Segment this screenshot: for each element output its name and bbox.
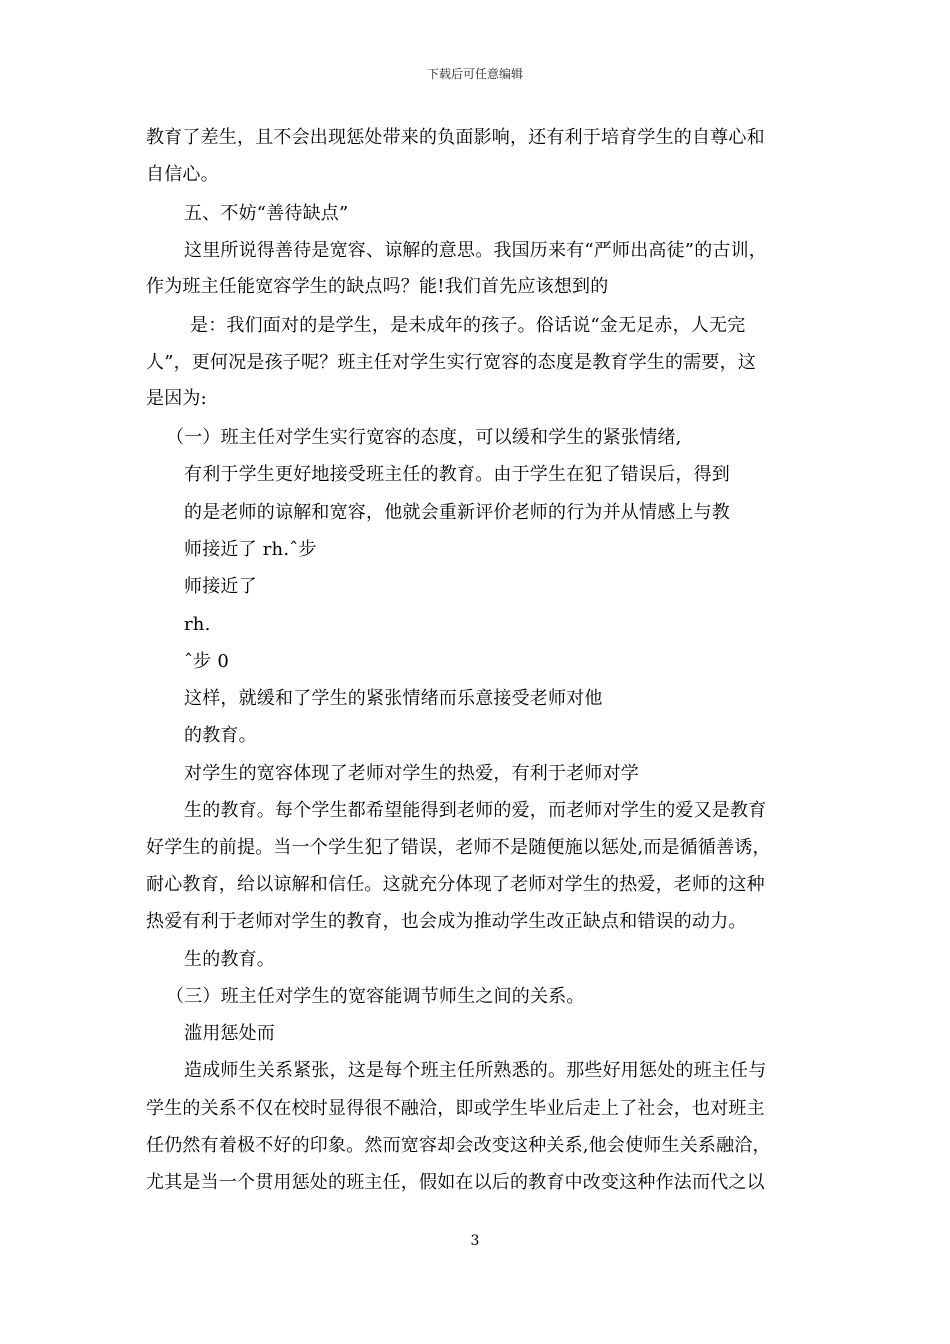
page-header: 下载后可任意编辑	[426, 67, 523, 81]
text-line: 的教育。	[184, 725, 257, 746]
text-line: 好学生的前提。当一个学生犯了错误，老师不是随便施以惩处,而是循循善诱，	[146, 837, 771, 858]
text-line: 造成师生关系紧张，这是每个班主任所熟悉的。那些好用惩处的班主任与	[184, 1060, 767, 1081]
text-line: 师接近了	[184, 576, 257, 597]
text-line: 热爱有利于老师对学生的教育，也会成为推动学生改正缺点和错误的动力。	[146, 911, 747, 932]
text-line: ˆ步 0	[184, 651, 229, 672]
text-line: 的是老师的谅解和宽容，他就会重新评价老师的行为并从情感上与教	[184, 502, 730, 523]
text-line: 对学生的宽容体现了老师对学生的热爱，有利于老师对学	[184, 763, 639, 784]
section-heading: 五、不妨“善待缺点”	[184, 203, 349, 224]
text-line: 有利于学生更好地接受班主任的教育。由于学生在犯了错误后，得到	[184, 464, 730, 485]
text-line: 生的教育。每个学生都希望能得到老师的爱，而老师对学生的爱又是教育	[184, 800, 767, 821]
text-line: 生的教育。	[184, 949, 275, 970]
text-line: 师接近了 rh.ˆ步	[184, 539, 317, 560]
text-line: 自信心。	[146, 164, 219, 185]
text-line: rh.	[184, 614, 211, 635]
subsection-heading: （三）班主任对学生的宽容能调节师生之间的关系。	[166, 986, 585, 1007]
subsection-heading: （一）班主任对学生实行宽容的态度，可以缓和学生的紧张情绪,	[166, 427, 682, 448]
page-number: 3	[470, 1233, 480, 1249]
text-line: 学生的关系不仅在校时显得很不融洽，即或学生毕业后走上了社会，也对班主	[146, 1098, 765, 1119]
text-line: 这里所说得善待是宽容、谅解的意思。我国历来有“严师出高徒”的古训，	[184, 240, 768, 261]
text-line: 尤其是当一个贯用惩处的班主任，假如在以后的教育中改变这种作法而代之以	[146, 1172, 765, 1193]
text-line: 是：我们面对的是学生，是未成年的孩子。俗话说“金无足赤，人无完	[190, 315, 746, 336]
text-line: 是因为:	[146, 388, 207, 409]
text-line: 耐心教育，给以谅解和信任。这就充分体现了老师对学生的热爱，老师的这种	[146, 874, 765, 895]
text-line: 教育了差生，且不会出现惩处带来的负面影响，还有利于培育学生的自尊心和	[146, 127, 765, 148]
text-line: 人”，更何况是孩子呢？班主任对学生实行宽容的态度是教育学生的需要，这	[146, 352, 756, 373]
text-line: 这样，就缓和了学生的紧张情绪而乐意接受老师对他	[184, 688, 603, 709]
text-line: 作为班主任能宽容学生的缺点吗？能!我们首先应该想到的	[146, 276, 609, 297]
text-line: 滥用惩处而	[184, 1023, 275, 1044]
text-line: 任仍然有着极不好的印象。然而宽容却会改变这种关系,他会使师生关系融洽，	[146, 1135, 771, 1156]
